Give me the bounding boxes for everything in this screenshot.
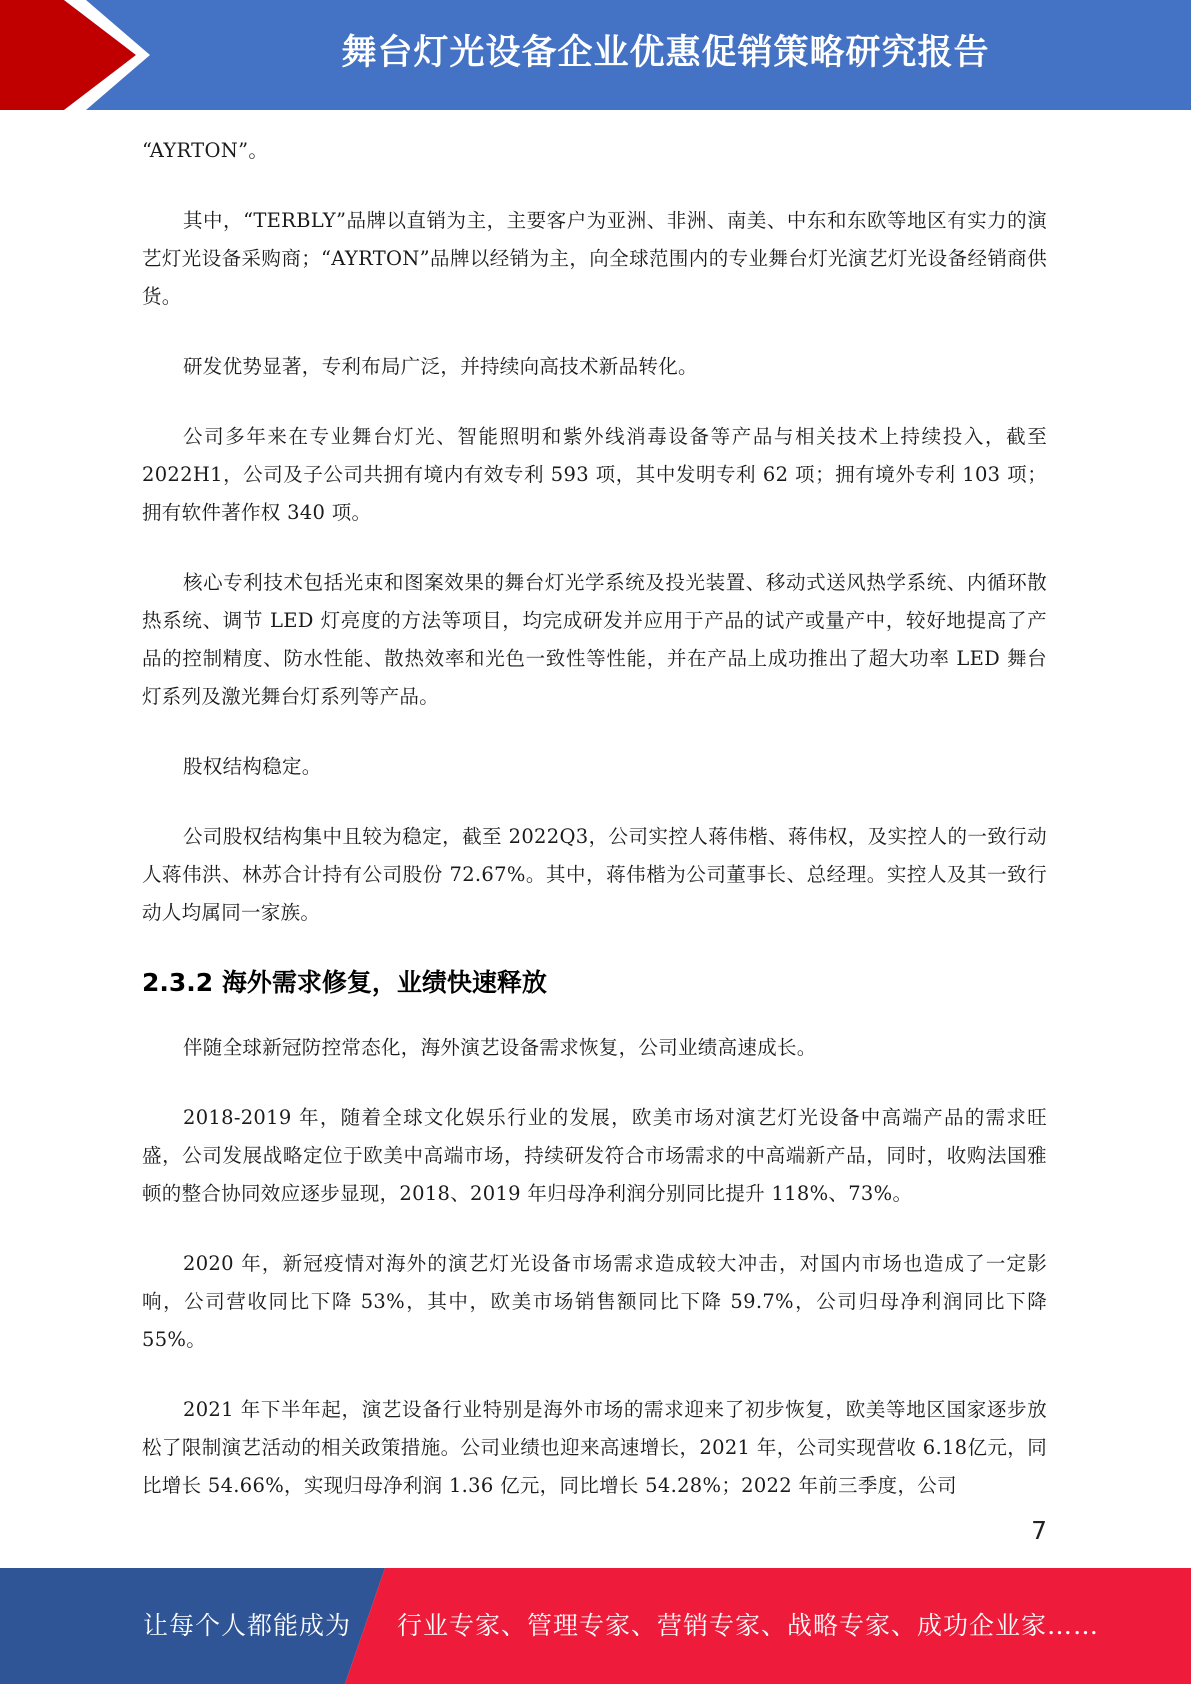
page-footer [0,1568,1191,1684]
paragraph: 伴随全球新冠防控常态化，海外演艺设备需求恢复，公司业绩高速成长。 [183,1036,817,1059]
paragraph: 2021 年下半年起，演艺设备行业特别是海外市场的需求迎来了初步恢复，欧美等地区国家逐步放松了限制演艺活动的相关政策措施。公司业绩也迎来高速增长，2021 年，公司实现营收 6.18亿元，同比增长 54.66%，实现归母净利润 1.36 亿元，同比增长 54.28%；2022 年前三季度，公司 [142,1398,1047,1497]
page-header [0,0,1191,110]
paragraph: “AYRTON”。 [142,139,269,162]
paragraph: 其中，“TERBLY”品牌以直销为主，主要客户为亚洲、非洲、南美、中东和东欧等地区有实力的演艺灯光设备采购商；“AYRTON”品牌以经销为主，向全球范围内的专业舞台灯光演艺灯光设备经销商供货。 [142,209,1047,308]
paragraph: 公司多年来在专业舞台灯光、智能照明和紫外线消毒设备等产品与相关技术上持续投入，截至2022H1，公司及子公司共拥有境内有效专利 593 项，其中发明专利 62 项；拥有境外专利 103 项；拥有软件著作权 340 项。 [142,425,1047,524]
header-chevron-icon [0,0,160,110]
page-number: 7 [1031,1516,1047,1545]
footer-slogan-right: 行业专家、管理专家、营销专家、战略专家、成功企业家…… [397,1611,1100,1640]
paragraph: 研发优势显著，专利布局广泛，并持续向高技术新品转化。 [183,355,698,378]
footer-slogan-left: 让每个人都能成为 [143,1611,352,1640]
report-title: 舞台灯光设备企业优惠促销策略研究报告 [341,33,990,73]
paragraph: 股权结构稳定。 [183,755,322,778]
document-body [142,132,1047,1537]
paragraph: 2018-2019 年，随着全球文化娱乐行业的发展，欧美市场对演艺灯光设备中高端产品的需求旺盛，公司发展战略定位于欧美中高端市场，持续研发符合市场需求的中高端新产品，同时，收购法国雅顿的整合协同效应逐步显现，2018、2019 年归母净利润分别同比提升 118%、73%。 [142,1106,1047,1205]
paragraph: 公司股权结构集中且较为稳定，截至 2022Q3，公司实控人蒋伟楷、蒋伟权，及实控人的一致行动人蒋伟洪、林苏合计持有公司股份 72.67%。其中，蒋伟楷为公司董事长、总经理。实控人及其一致行动人均属同一家族。 [142,825,1047,924]
section-heading: 2.3.2 海外需求修复，业绩快速释放 [142,968,547,997]
paragraph: 核心专利技术包括光束和图案效果的舞台灯光学系统及投光装置、移动式送风热学系统、内循环散热系统、调节 LED 灯亮度的方法等项目，均完成研发并应用于产品的试产或量产中，较好地提高了产品的控制精度、防水性能、散热效率和光色一致性等性能，并在产品上成功推出了超大功率 LED 舞台灯系列及激光舞台灯系列等产品。 [142,571,1047,708]
paragraph: 2020 年，新冠疫情对海外的演艺灯光设备市场需求造成较大冲击，对国内市场也造成了一定影响，公司营收同比下降 53%，其中，欧美市场销售额同比下降 59.7%，公司归母净利润同比下降55%。 [142,1252,1047,1351]
